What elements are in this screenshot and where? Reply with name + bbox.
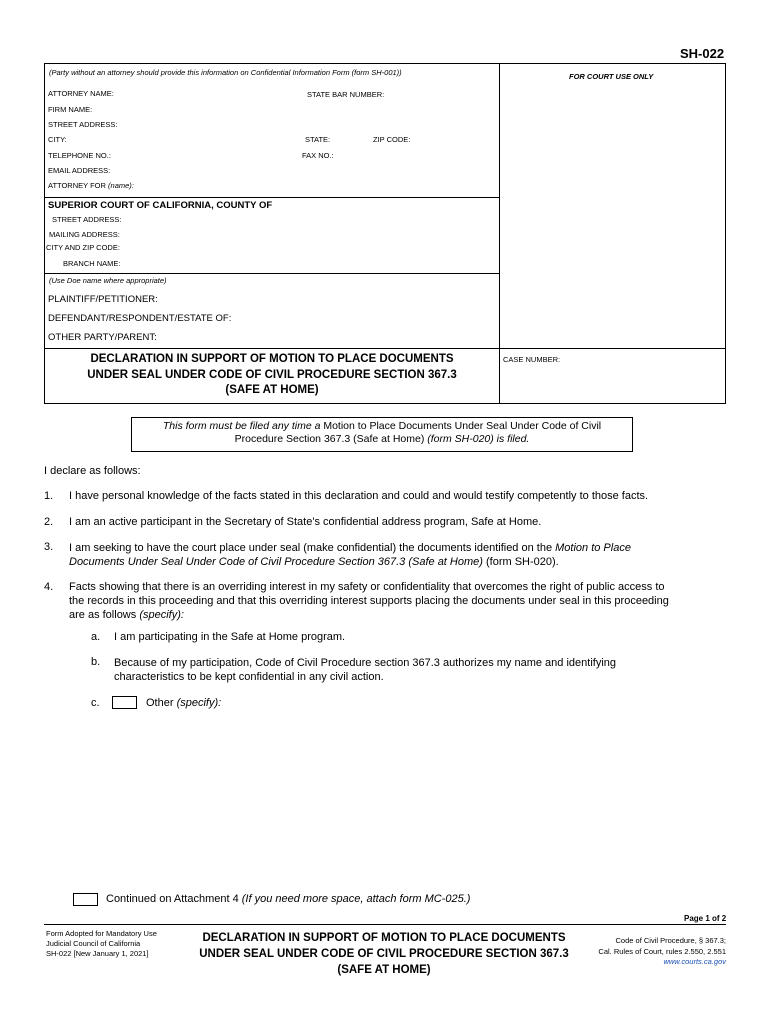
telephone-label[interactable]: TELEPHONE NO.: — [48, 151, 111, 160]
state-bar-label[interactable]: STATE BAR NUMBER: — [307, 90, 385, 99]
footer-title-line3: (SAFE AT HOME) — [337, 964, 431, 976]
item4b-text — [114, 656, 616, 684]
footer-adopted — [46, 929, 157, 959]
form-title-line2: UNDER SEAL UNDER CODE OF CIVIL PROCEDURE SECTION 367.3 — [87, 368, 457, 381]
court-divider — [44, 273, 499, 274]
item4b-letter: b. — [91, 656, 101, 668]
page-number: Page 1 of 2 — [684, 914, 727, 923]
attorney-for-name-hint: (name): — [108, 181, 134, 190]
fax-label[interactable]: FAX NO.: — [302, 151, 334, 160]
item4a-text: I am participating in the Safe at Home program. — [114, 631, 346, 643]
courts-website-link[interactable]: www.courts.ca.gov — [663, 957, 726, 966]
item4-line1: Facts showing that there is an overriding interest in my safety or confidentiality that overcomes the right of public access to — [69, 581, 665, 593]
footer-adopted-line3: SH-022 [New January 1, 2021] — [46, 949, 149, 958]
item3-text-c: Documents Under Seal Under Code of Civil Procedure Section 367.3 (Safe at Home) — [69, 556, 483, 568]
form-title-line1: DECLARATION IN SUPPORT OF MOTION TO PLACE DOCUMENTS — [90, 353, 454, 365]
footer-title — [178, 930, 590, 978]
footer-ref-line1: Code of Civil Procedure, § 367.3; — [615, 936, 726, 945]
item3-text-a: I am seeking to have the court place under seal (make confidential) the documents identified on the — [69, 542, 556, 554]
notice-text — [131, 420, 633, 446]
item4-number: 4. — [44, 581, 54, 593]
caption-column-divider — [499, 63, 500, 404]
notice-part1: This form must be filed any time a — [162, 420, 321, 432]
attorney-for-text: ATTORNEY FOR — [48, 181, 106, 190]
title-divider — [44, 348, 726, 349]
item4b-line1: Because of my participation, Code of Civil Procedure section 367.3 authorizes my name and identifying — [114, 657, 616, 669]
item4c-letter: c. — [91, 697, 100, 709]
footer-refs — [586, 936, 726, 968]
attorney-name-label[interactable]: ATTORNEY NAME: — [48, 89, 114, 98]
footer-title-line2: UNDER SEAL UNDER CODE OF CIVIL PROCEDURE SECTION 367.3 — [199, 948, 569, 960]
item4c-specify: (specify): — [176, 697, 222, 709]
footer-adopted-line2: Judicial Council of California — [46, 939, 141, 948]
item4b-line2: characteristics to be kept confidential in any civil action. — [114, 671, 384, 683]
item1-number: 1. — [44, 490, 54, 502]
firm-name-label[interactable]: FIRM NAME: — [48, 105, 93, 114]
continued-checkbox[interactable] — [73, 893, 98, 906]
case-number-label[interactable]: CASE NUMBER: — [503, 355, 561, 364]
attorney-divider — [44, 197, 499, 198]
defendant-label[interactable]: DEFENDANT/RESPONDENT/ESTATE OF: — [48, 313, 232, 324]
footer-rule — [44, 924, 726, 925]
item4-text — [69, 580, 734, 622]
court-street-label[interactable]: STREET ADDRESS: — [52, 215, 122, 224]
declare-intro: I declare as follows: — [44, 465, 141, 477]
notice-part3: Procedure Section 367.3 (Safe at Home) — [234, 433, 425, 445]
court-use-label: FOR COURT USE ONLY — [569, 72, 654, 81]
item2-text: I am an active participant in the Secretary of State's confidential address program, Safe at Home. — [69, 516, 542, 528]
item3-text-d: (form SH-020). — [482, 556, 559, 568]
footer-title-line1: DECLARATION IN SUPPORT OF MOTION TO PLACE DOCUMENTS — [202, 932, 566, 944]
item4c-other: Other — [146, 697, 177, 709]
doe-note: (Use Doe name where appropriate) — [49, 276, 167, 285]
court-city-zip-label[interactable]: CITY AND ZIP CODE: — [46, 243, 120, 252]
item2-number: 2. — [44, 516, 54, 528]
email-label[interactable]: EMAIL ADDRESS: — [48, 166, 111, 175]
item4a-letter: a. — [91, 631, 101, 643]
footer-adopted-line1: Form Adopted for Mandatory Use — [46, 929, 157, 938]
court-title: SUPERIOR COURT OF CALIFORNIA, COUNTY OF — [48, 200, 273, 211]
attorney-for-label[interactable] — [48, 181, 134, 190]
plaintiff-label[interactable]: PLAINTIFF/PETITIONER: — [48, 294, 158, 305]
zip-label[interactable]: ZIP CODE: — [373, 135, 411, 144]
item4c-text — [146, 697, 221, 709]
footer-ref-line2: Cal. Rules of Court, rules 2.550, 2.551 — [598, 946, 726, 956]
item1-text: I have personal knowledge of the facts stated in this declaration and could and would testify competently to those facts. — [69, 490, 649, 502]
item4-line2: the records in this proceeding and that this overriding interest supports placing the documents under seal in this proceeding — [69, 595, 669, 607]
item3-text-b: Motion to Place — [555, 542, 631, 554]
state-label[interactable]: STATE: — [305, 135, 331, 144]
item3-text — [69, 541, 729, 569]
form-id: SH-022 — [680, 46, 725, 61]
continued-text-b: (If you need more space, attach form MC-025.) — [241, 893, 471, 905]
continued-text-a: Continued on Attachment 4 — [106, 893, 242, 905]
item4c-checkbox[interactable] — [112, 696, 137, 709]
item4-line3b: (specify): — [139, 609, 184, 621]
court-branch-label[interactable]: BRANCH NAME: — [63, 259, 121, 268]
form-title — [46, 352, 498, 399]
notice-part4: (form SH-020) is filed. — [424, 433, 530, 445]
continued-text — [106, 893, 470, 905]
city-label[interactable]: CITY: — [48, 135, 67, 144]
party-note: (Party without an attorney should provide this information on Confidential Information Form (form SH-001)) — [49, 68, 402, 77]
item4-line3a: are as follows — [69, 609, 140, 621]
street-address-label[interactable]: STREET ADDRESS: — [48, 120, 118, 129]
item3-number: 3. — [44, 541, 54, 553]
notice-part2: Motion to Place Documents Under Seal Under Code of Civil — [320, 420, 602, 432]
form-title-line3: (SAFE AT HOME) — [225, 384, 319, 396]
other-party-label[interactable]: OTHER PARTY/PARENT: — [48, 332, 157, 343]
court-mailing-label[interactable]: MAILING ADDRESS: — [49, 230, 120, 239]
